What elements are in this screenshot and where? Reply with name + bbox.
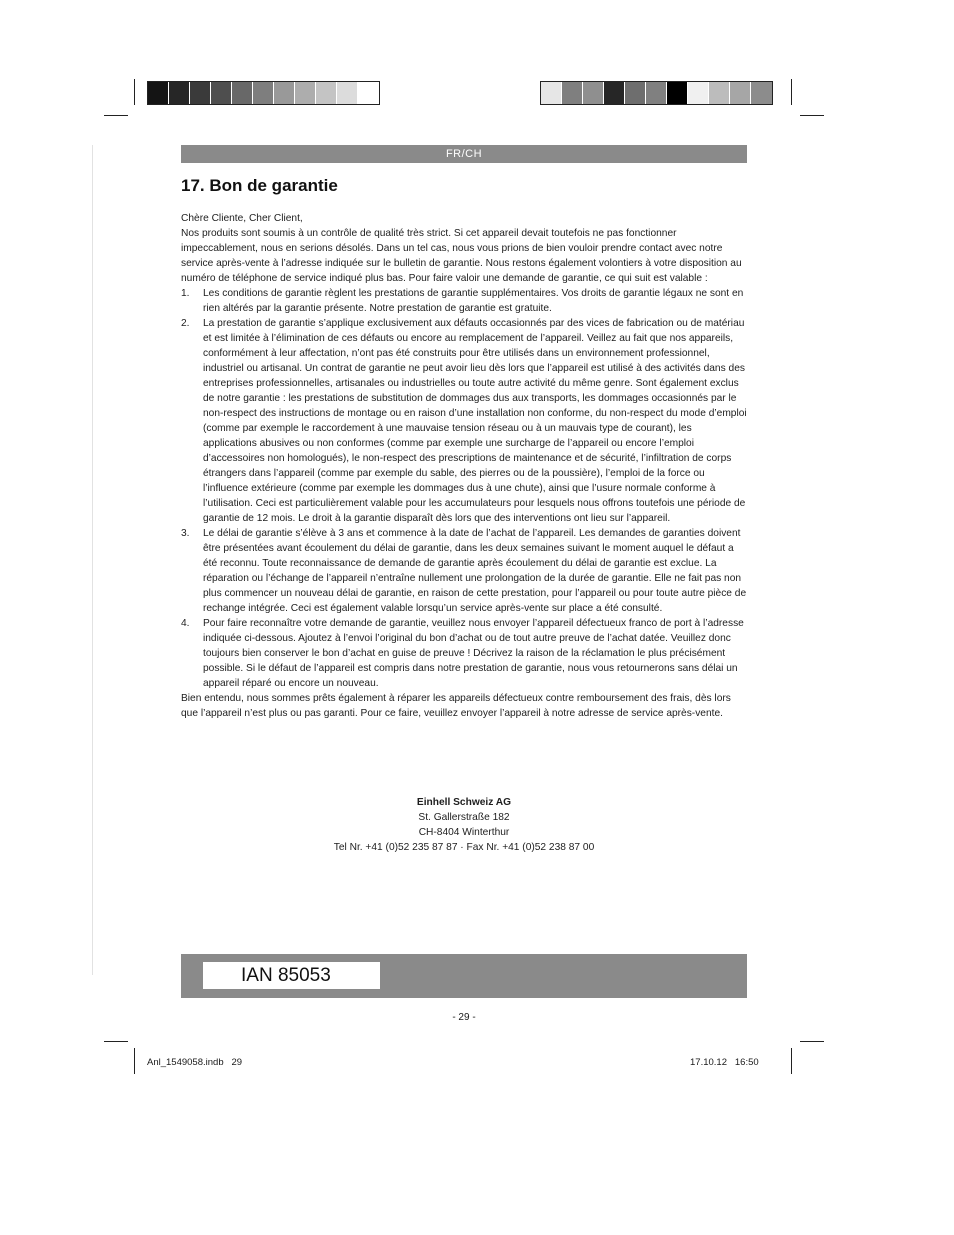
condition-text: Le délai de garantie s’élève à 3 ans et commence à la date de l’achat de l’appareil. Les demandes de garanties doivent être présentées avant écoulement du délai de garantie, dans les deux semaines suivant le moment auquel le défaut a été reconnu. Toute reconnaissance de demande de garantie après écoulement du délai de garantie est exclue. La réparation ou l’échange de l’appareil n’entraîne nullement une prolongation de la durée de garantie. Elle ne fait pas non plus commencer un nouveau délai de garantie, en raison de cette prestation, pour l’appareil ou pour toute autre pièce de rechange intégrée. Ceci est également valable lorsqu’un service après-vente sur place a été consulté. (203, 528, 747, 614)
color-swatch (709, 82, 730, 104)
intro-paragraph: Nos produits sont soumis à un contrôle de qualité très strict. Si cet appareil devait toutefois ne pas fonctionner impeccablement, nous en serions désolés. Dans un tel cas, nous vous prions de bien vouloir prendre contact avec notre service après-vente à l’adresse indiquée sur le bulletin de garantie. Nous restons également volontiers à votre disposition au numéro de téléphone de service indiqué plus bas. Pour faire valoir une demande de garantie, ce qui suit est valable : (181, 228, 742, 284)
color-swatch (148, 82, 169, 104)
contact-phone-fax: Tel Nr. +41 (0)52 235 87 87 · Fax Nr. +41 (0)52 238 87 00 (333, 842, 595, 853)
color-swatch (253, 82, 274, 104)
color-swatch (274, 82, 295, 104)
color-swatch (583, 82, 604, 104)
footer-datetime: 17.10.12 16:50 (690, 1057, 759, 1068)
color-swatch (169, 82, 190, 104)
ian-bar (181, 954, 747, 998)
condition-item (181, 316, 747, 526)
service-address (181, 795, 747, 855)
color-swatch (625, 82, 646, 104)
crop-mark (791, 79, 792, 105)
condition-item (181, 286, 747, 316)
color-calibration-strip-right (540, 81, 773, 105)
color-swatch (358, 82, 379, 104)
address-street: St. Gallerstraße 182 (418, 812, 510, 823)
crop-mark (104, 1041, 128, 1042)
section-title: 17. Bon de garantie (181, 176, 338, 195)
condition-text: Les conditions de garantie règlent les prestations de garantie supplémentaires. Vos droits de garantie légaux ne sont en rien altérés par la garantie présente. Notre prestation de garantie est gratuite. (203, 288, 744, 314)
color-swatch (688, 82, 709, 104)
crop-mark (104, 115, 128, 116)
condition-number: 1. (181, 288, 190, 299)
page-number: - 29 - (452, 1012, 476, 1023)
language-bar: FR/CH (181, 145, 747, 163)
color-swatch (730, 82, 751, 104)
company-name: Einhell Schweiz AG (416, 797, 512, 808)
footer-file-info: Anl_1549058.indb 29 (147, 1057, 243, 1068)
color-swatch (211, 82, 232, 104)
condition-number: 2. (181, 318, 190, 329)
salutation: Chère Cliente, Cher Client, (181, 213, 303, 224)
color-swatch (190, 82, 211, 104)
condition-number: 4. (181, 618, 190, 629)
color-swatch (541, 82, 562, 104)
condition-number: 3. (181, 528, 190, 539)
color-swatch (316, 82, 337, 104)
conditions-list (181, 286, 747, 691)
color-swatch (337, 82, 358, 104)
color-swatch (295, 82, 316, 104)
ian-number: IAN 85053 (203, 962, 380, 989)
closing-paragraph: Bien entendu, nous sommes prêts également à réparer les appareils défectueux contre remboursement des frais, dès lors que l’appareil n’est plus ou pas garanti. Pour ce faire, veuillez envoyer l’appareil à notre adresse de service après-vente. (181, 693, 731, 719)
condition-text: La prestation de garantie s’applique exclusivement aux défauts occasionnés par des vices de fabrication ou de matériau et est limitée à l’élimination de ces défauts ou encore au remplacement de l’appareil. Veillez au fait que nos appareils, conformément à leur affectation, n’ont pas été construits pour être utilisés dans un environnement professionnel, industriel ou artisanal. Un contrat de garantie ne peut avoir lieu dès lors que l’appareil est utilisé à des activités dans des entreprises professionnelles, artisanales ou industrielles ou toute autre activité du même genre. Sont également exclus de notre garantie : les prestations de substitution de dommages dus aux transports, les dommages occasionnés par le non-respect des instructions de montage ou en raison d’une installation non conforme, du non-respect du mode d’emploi (comme par exemple le raccordement à une mauvaise tension réseau ou à un mauvais type de courant), les applications abusives ou non conformes (comme par exemple une surcharge de l’appareil ou encore l’emploi d’accessoires non homologués), le non-respect des prescriptions de maintenance et de sécurité, l’infiltration de corps étrangers dans l’appareil (comme par exemple du sable, des pierres ou de la poussière), l’emploi de la force ou l’influence extérieure (comme par exemple les dommages dus à une chute), ainsi que l’usure normale conforme à l’utilisation. Ceci est particulièrement valable pour les accumulateurs pour lesquels nous offrons toutefois une période de garantie de 12 mois. Le droit à la garantie disparaît dès lors que des interventions ont lieu sur l’appareil. (203, 318, 747, 524)
color-swatch (232, 82, 253, 104)
color-swatch (751, 82, 772, 104)
crop-mark (800, 115, 824, 116)
crop-mark (800, 1041, 824, 1042)
crop-mark (791, 1048, 792, 1074)
condition-item (181, 526, 747, 616)
condition-text: Pour faire reconnaître votre demande de garantie, veuillez nous envoyer l’appareil défectueux franco de port à l’adresse indiquée ci-dessous. Ajoutez à l’envoi l’original du bon d’achat ou de tout autre preuve de l’achat datée. Veuillez donc toujours bien conserver le bon d’achat en guise de preuve ! Décrivez la raison de la réclamation le plus précisément possible. Si le défaut de l’appareil est compris dans notre prestation de garantie, nous vous retournerons sans délai un appareil réparé ou encore un nouveau. (203, 618, 744, 689)
address-city: CH-8404 Winterthur (418, 827, 510, 838)
color-swatch (562, 82, 583, 104)
crop-mark (134, 79, 135, 105)
warranty-text (181, 211, 747, 721)
condition-item (181, 616, 747, 691)
color-swatch (604, 82, 625, 104)
crop-mark (134, 1048, 135, 1074)
page-edge-line (92, 145, 93, 975)
color-calibration-strip-left (147, 81, 380, 105)
color-swatch (646, 82, 667, 104)
color-swatch (667, 82, 688, 104)
